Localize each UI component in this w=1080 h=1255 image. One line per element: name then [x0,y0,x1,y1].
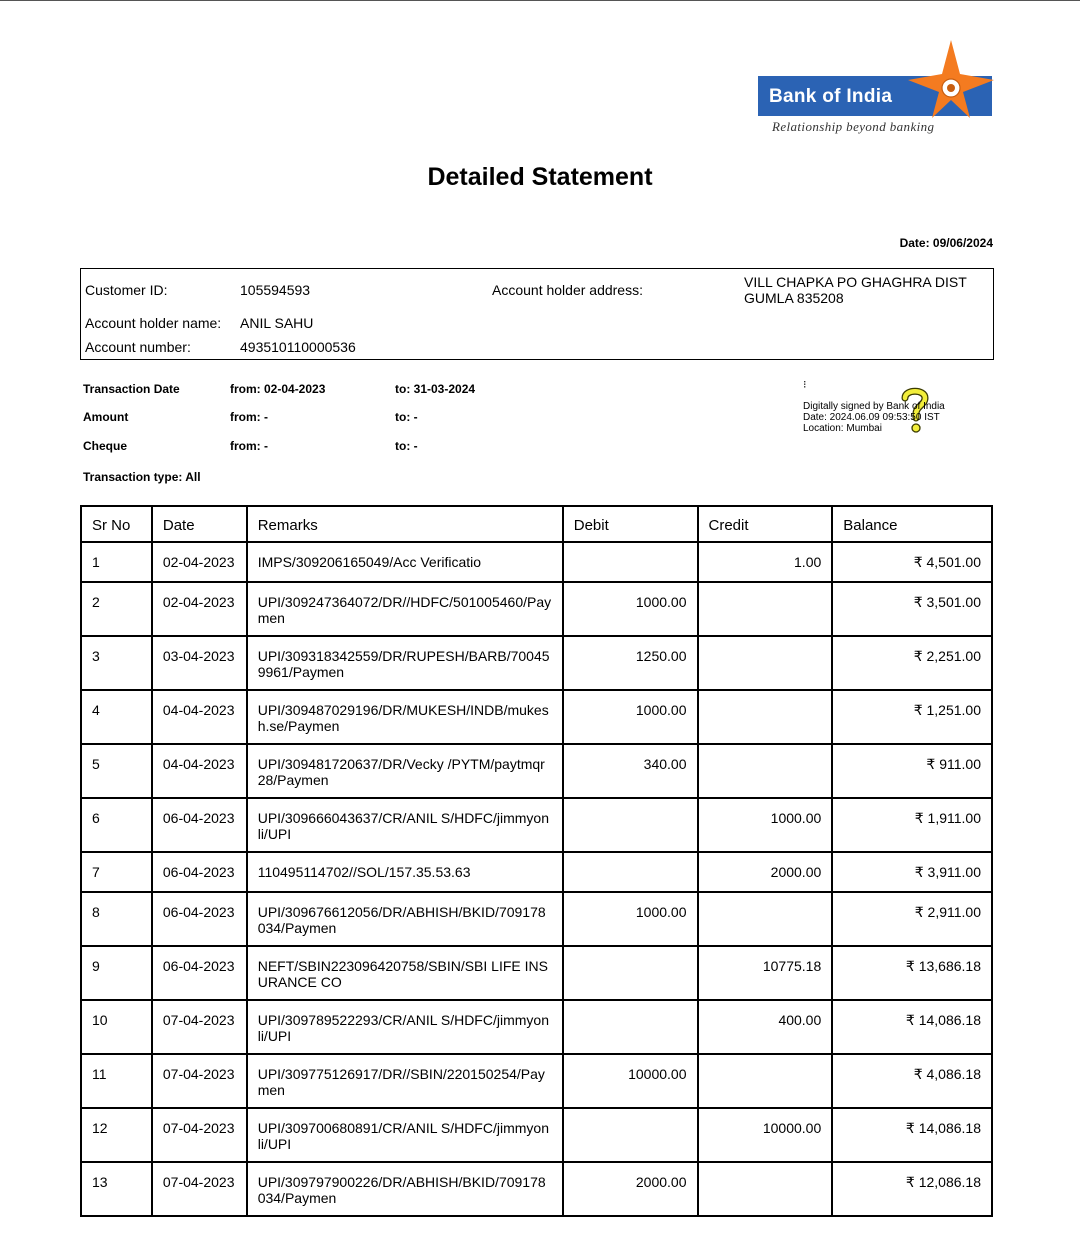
transaction-type: Transaction type: All [83,470,201,484]
cell-sr-no: 8 [81,892,152,946]
table-row [81,946,992,1000]
cell-debit: 1250.00 [563,636,698,690]
cell-credit: 400.00 [698,1000,833,1054]
cell-balance: ₹ 3,501.00 [832,582,992,636]
cell-credit [698,582,833,636]
cell-balance: ₹ 911.00 [832,744,992,798]
col-header-date: Date [152,506,247,542]
table-row [81,744,992,798]
table-row [81,542,992,582]
cell-credit [698,636,833,690]
table-row [81,1054,992,1108]
table-row [81,636,992,690]
cell-credit: 2000.00 [698,852,833,892]
cell-debit [563,852,698,892]
table-body [81,542,992,1216]
cell-debit: 1000.00 [563,582,698,636]
cell-remarks: UPI/309481720637/DR/Vecky /PYTM/paytmqr28/Paymen [247,744,563,798]
cell-debit: 1000.00 [563,690,698,744]
txn-date-from: from: 02-04-2023 [230,382,326,396]
bank-logo [758,40,994,140]
signature-mark: ⁝ [803,379,807,391]
cell-sr-no: 12 [81,1108,152,1162]
cell-date: 06-04-2023 [152,946,247,1000]
cell-remarks: UPI/309789522293/CR/ANIL S/HDFC/jimmyonli/UPI [247,1000,563,1054]
cell-credit [698,1162,833,1216]
cell-credit: 10775.18 [698,946,833,1000]
table-row [81,892,992,946]
address-label: Account holder address: [492,282,643,298]
cell-date: 03-04-2023 [152,636,247,690]
cell-sr-no: 11 [81,1054,152,1108]
table-row [81,798,992,852]
cell-balance: ₹ 2,911.00 [832,892,992,946]
signature-line-2: Date: 2024.06.09 09:53:50 IST [803,412,940,423]
cell-remarks: UPI/309318342559/DR/RUPESH/BARB/700459961/Paymen [247,636,563,690]
cell-debit: 10000.00 [563,1054,698,1108]
statement-date: Date: 09/06/2024 [899,236,993,250]
cell-date: 02-04-2023 [152,582,247,636]
cell-credit [698,1054,833,1108]
cell-remarks: NEFT/SBIN223096420758/SBIN/SBI LIFE INSURANCE CO [247,946,563,1000]
cell-debit [563,542,698,582]
cell-remarks: IMPS/309206165049/Acc Verificatio [247,542,563,582]
table-row [81,1162,992,1216]
cell-date: 06-04-2023 [152,798,247,852]
bank-name: Bank of India [769,86,893,107]
customer-details-box [80,268,994,360]
cell-date: 06-04-2023 [152,892,247,946]
cheque-label: Cheque [83,439,128,453]
signature-line-1: Digitally signed by Bank of India [803,401,945,412]
cell-credit [698,892,833,946]
table-row [81,852,992,892]
cell-date: 02-04-2023 [152,542,247,582]
col-header-sr-no: Sr No [81,506,152,542]
cell-remarks: UPI/309487029196/DR/MUKESH/INDB/mukesh.se/Paymen [247,690,563,744]
txn-date-label: Transaction Date [83,382,180,396]
cell-remarks: UPI/309775126917/DR//SBIN/220150254/Paymen [247,1054,563,1108]
cell-remarks: UPI/309247364072/DR//HDFC/501005460/Paymen [247,582,563,636]
cell-date: 06-04-2023 [152,852,247,892]
cell-debit: 1000.00 [563,892,698,946]
top-border [0,0,1080,1]
amount-to: to: - [395,410,418,424]
amount-from: from: - [230,410,268,424]
bank-tagline: Relationship beyond banking [772,119,935,134]
cell-debit: 340.00 [563,744,698,798]
cell-balance: ₹ 14,086.18 [832,1108,992,1162]
table-row [81,582,992,636]
cell-balance: ₹ 4,501.00 [832,542,992,582]
table-row [81,690,992,744]
col-header-credit: Credit [698,506,833,542]
address-value: VILL CHAPKA PO GHAGHRA DIST GUMLA 835208 [744,274,967,306]
cell-sr-no: 6 [81,798,152,852]
cell-sr-no: 1 [81,542,152,582]
holder-name-label: Account holder name: [85,315,222,331]
cell-balance: ₹ 2,251.00 [832,636,992,690]
cell-remarks: UPI/309666043637/CR/ANIL S/HDFC/jimmyonli/UPI [247,798,563,852]
txn-date-to: to: 31-03-2024 [395,382,476,396]
cell-sr-no: 10 [81,1000,152,1054]
page-title: Detailed Statement [427,163,653,191]
cell-debit: 2000.00 [563,1162,698,1216]
cell-balance: ₹ 12,086.18 [832,1162,992,1216]
col-header-debit: Debit [563,506,698,542]
cell-credit: 1000.00 [698,798,833,852]
cheque-from: from: - [230,439,268,453]
cell-date: 04-04-2023 [152,744,247,798]
cell-credit [698,744,833,798]
cell-date: 07-04-2023 [152,1000,247,1054]
digital-signature [803,380,993,440]
table-row [81,1108,992,1162]
cell-sr-no: 4 [81,690,152,744]
cell-balance: ₹ 14,086.18 [832,1000,992,1054]
cell-credit: 10000.00 [698,1108,833,1162]
table-header-row [81,506,992,542]
cell-balance: ₹ 1,251.00 [832,690,992,744]
col-header-balance: Balance [832,506,992,542]
cell-credit: 1.00 [698,542,833,582]
cell-balance: ₹ 4,086.18 [832,1054,992,1108]
table-row [81,1000,992,1054]
holder-name-value: ANIL SAHU [240,315,314,331]
cell-debit [563,946,698,1000]
cell-date: 07-04-2023 [152,1108,247,1162]
cell-sr-no: 3 [81,636,152,690]
col-header-remarks: Remarks [247,506,563,542]
cell-sr-no: 9 [81,946,152,1000]
cheque-to: to: - [395,439,418,453]
cell-remarks: UPI/309676612056/DR/ABHISH/BKID/709178034/Paymen [247,892,563,946]
cell-sr-no: 5 [81,744,152,798]
cell-debit [563,798,698,852]
customer-id-value: 105594593 [240,282,311,298]
cell-remarks: UPI/309797900226/DR/ABHISH/BKID/709178034/Paymen [247,1162,563,1216]
cell-balance: ₹ 13,686.18 [832,946,992,1000]
cell-credit [698,690,833,744]
cell-debit [563,1000,698,1054]
cell-sr-no: 2 [81,582,152,636]
signature-line-3: Location: Mumbai [803,423,882,434]
account-number-label: Account number: [85,339,191,355]
cell-date: 07-04-2023 [152,1054,247,1108]
cell-remarks: 110495114702//SOL/157.35.53.63 [247,852,563,892]
cell-balance: ₹ 1,911.00 [832,798,992,852]
cell-balance: ₹ 3,911.00 [832,852,992,892]
cell-remarks: UPI/309700680891/CR/ANIL S/HDFC/jimmyonli/UPI [247,1108,563,1162]
amount-label: Amount [83,410,129,424]
cell-date: 04-04-2023 [152,690,247,744]
cell-sr-no: 13 [81,1162,152,1216]
transactions-table [80,505,993,1217]
account-number-value: 493510110000536 [240,339,356,355]
customer-id-label: Customer ID: [85,282,168,298]
cell-sr-no: 7 [81,852,152,892]
star-icon [908,40,994,118]
cell-debit [563,1108,698,1162]
cell-date: 07-04-2023 [152,1162,247,1216]
